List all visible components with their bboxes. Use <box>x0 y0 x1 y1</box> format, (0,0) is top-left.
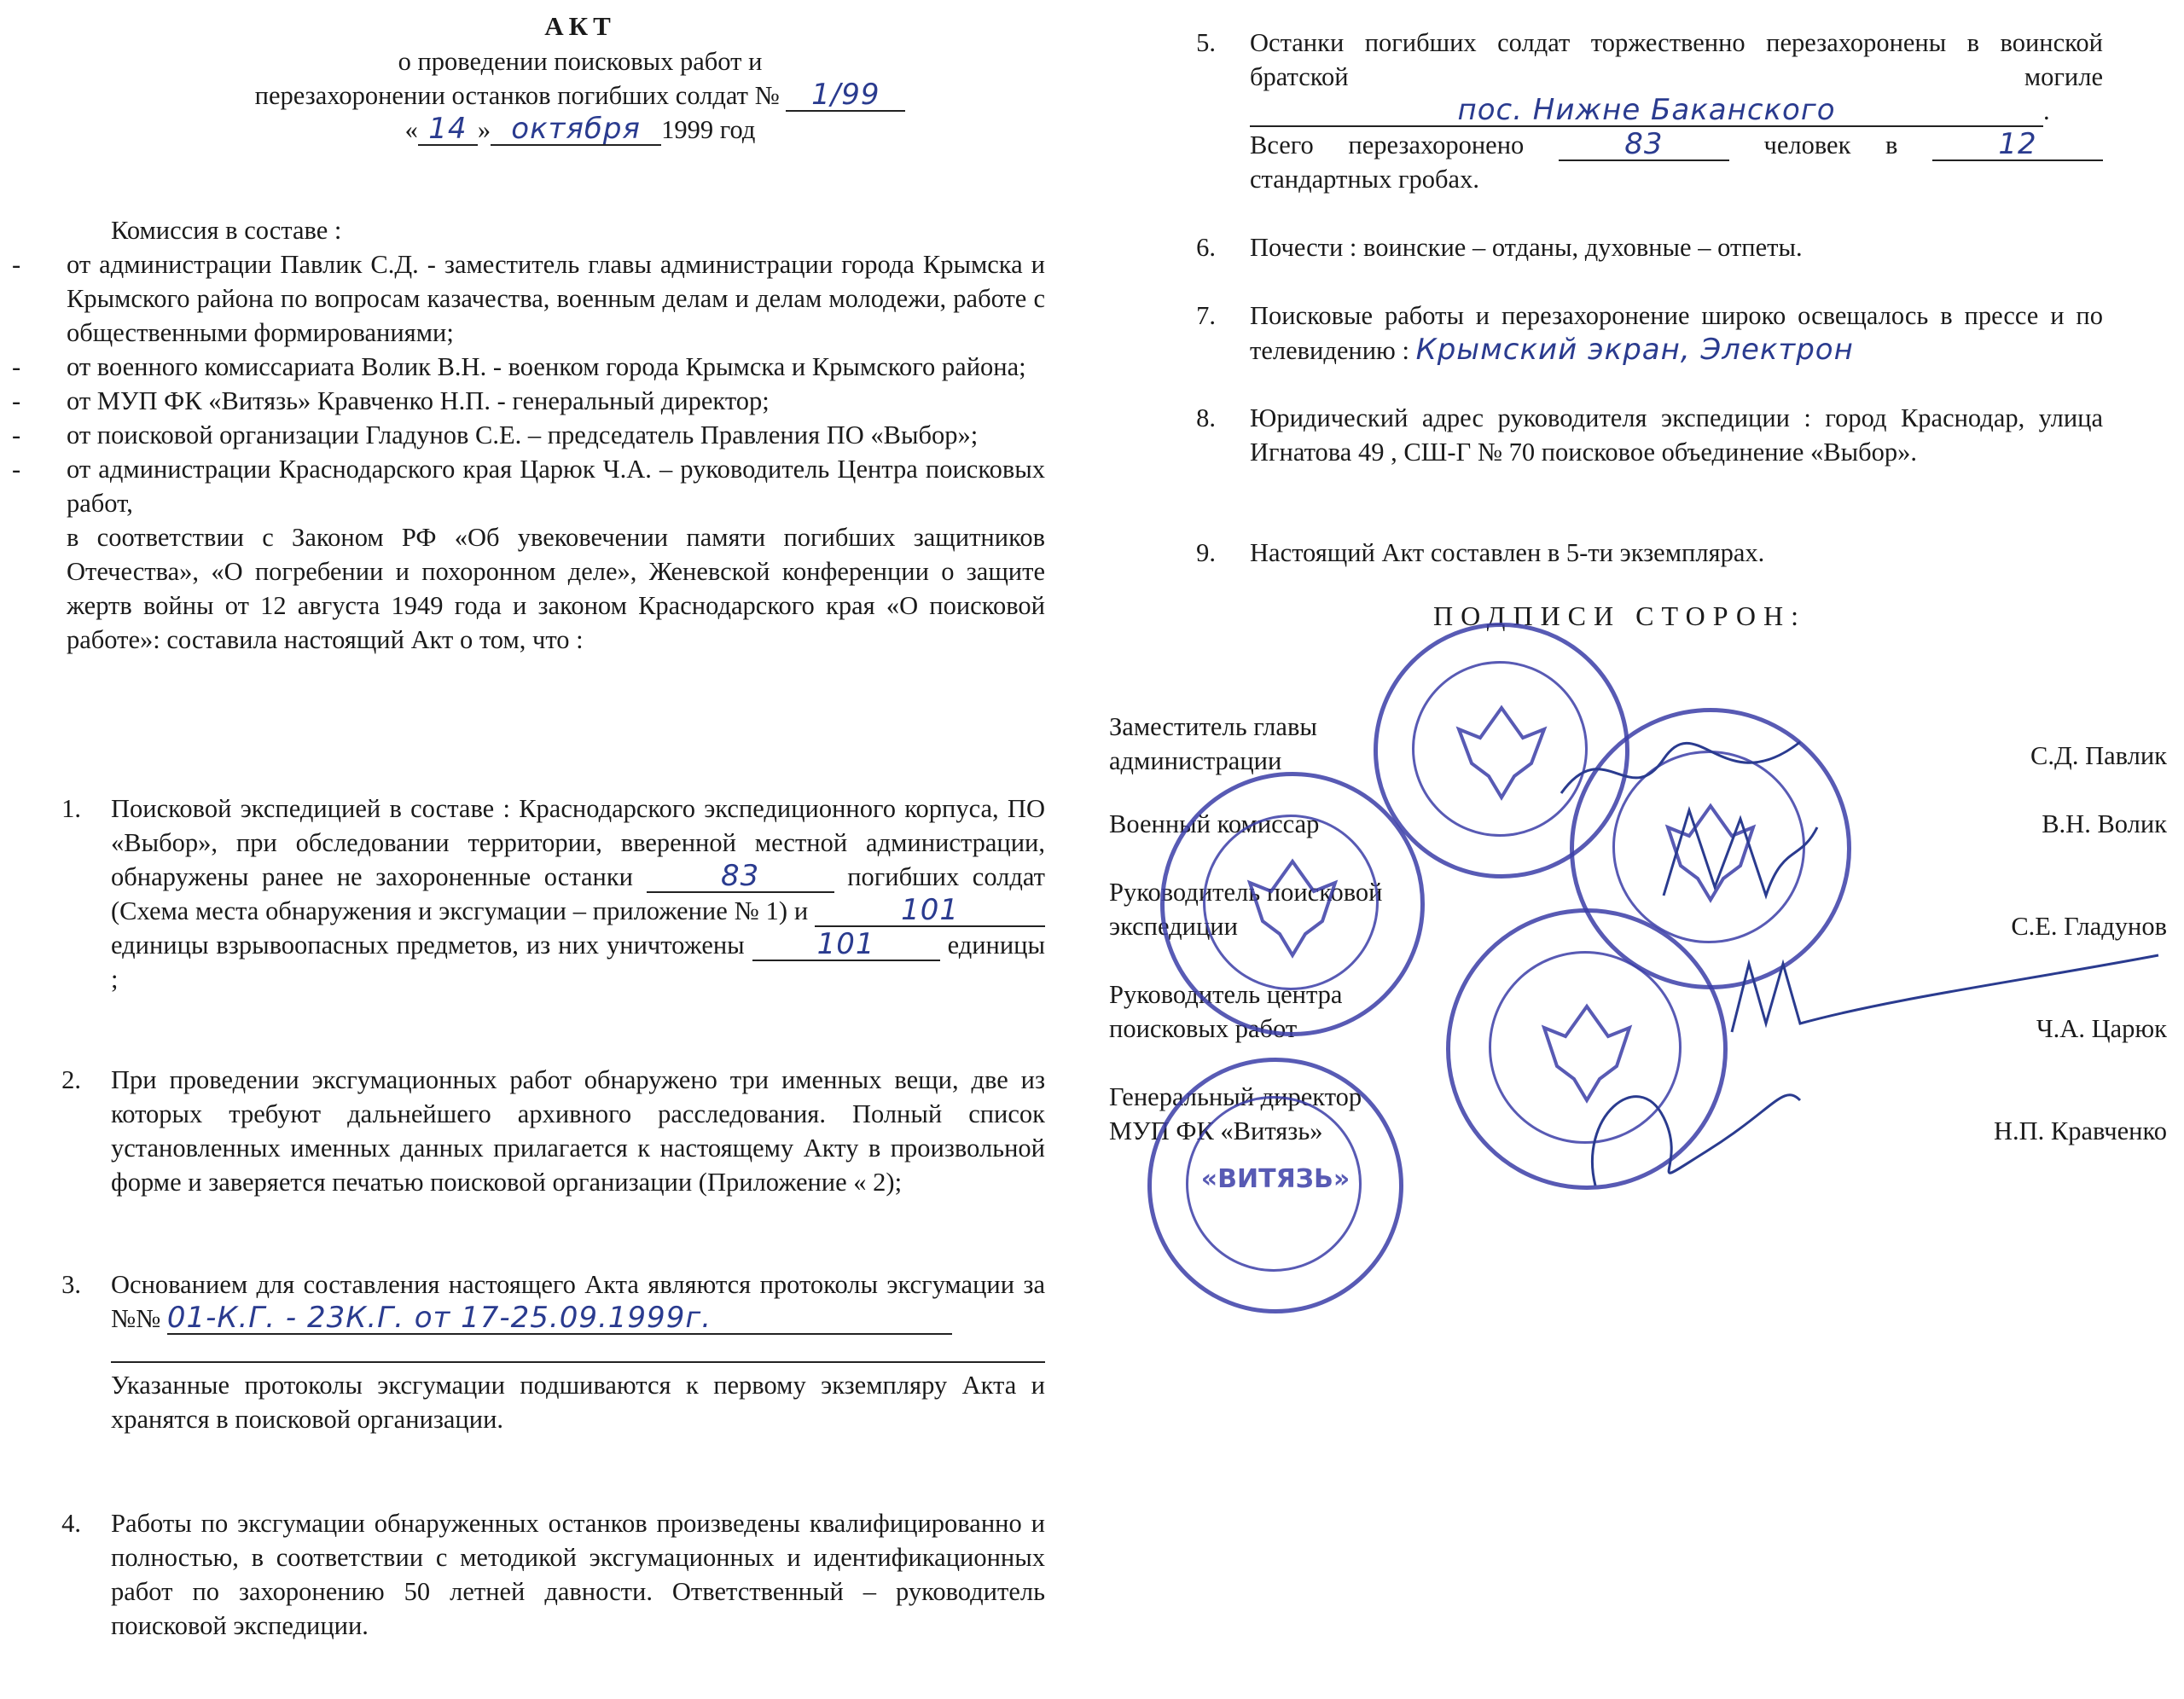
burial-place: пос. Нижне Баканского <box>1250 95 2043 127</box>
media-outlets: Крымский экран, Электрон <box>1415 333 1854 367</box>
item-9 <box>1196 536 2103 570</box>
member-text: от администрации Краснодарского края Царюк Ч.А. – руководитель Центра поисковых работ, <box>67 455 1045 518</box>
member-text: от поисковой организации Гладунов С.Е. – председатель Правления ПО «Выбор»; <box>67 420 979 449</box>
date-year: 1999 год <box>661 115 756 144</box>
signatory-name: С.Е. Гладунов <box>2011 912 2167 941</box>
item-1-text-d: единицы ; <box>111 931 1045 994</box>
item-1-text-c: единицы взрывоопасных предметов, из них уничтожены <box>111 931 745 960</box>
commission-basis: в соответствии с Законом РФ «Об увековечении памяти погибших защитников Отечества», «О погребении и похоронном деле», Женевской конференции о защите жертв войны от 12 августа 1949 года и законом Краснодарского края «О поисковой работе»: составила настоящий Акт о том, что : <box>67 523 1045 654</box>
act-date <box>111 113 1049 147</box>
item-5-text-d: стандартных гробах. <box>1250 165 1479 194</box>
item-3-text-a: Основанием для составления настоящего Акта являются протоколы эксгумации за №№ <box>111 1270 1045 1333</box>
protocol-numbers: 01-К.Г. - 23К.Г. от 17-25.09.1999г. <box>167 1302 952 1335</box>
date-month: октября <box>491 113 661 146</box>
destroyed-count: 101 <box>752 929 940 961</box>
item-1 <box>61 792 1045 996</box>
act-number: 1/99 <box>786 79 905 112</box>
item-7-text: Поисковые работы и перезахоронение широко освещалось в прессе и по телевидению : <box>1250 301 2103 365</box>
item-number: 5. <box>1196 28 1216 57</box>
item-4 <box>61 1506 1045 1643</box>
signatory-role: Генеральный директор МУП ФК «Витязь» <box>1109 1082 1362 1145</box>
item-6 <box>1196 230 2103 264</box>
item-8 <box>1196 401 2103 469</box>
subtitle-line-2 <box>111 78 1049 113</box>
right-column <box>1109 0 2167 1699</box>
date-open-quote: « <box>404 115 418 144</box>
commission-member: - от администрации Краснодарского края Царюк Ч.А. – руководитель Центра поисковых работ, <box>12 455 1045 518</box>
item-1-text-a: Поисковой экспедицией в составе : Краснодарского экспедиционного корпуса, ПО «Выбор», при обследовании территории, вверенной местной администрации, обнаружены ранее не захороненные останки <box>111 794 1045 891</box>
blank-line <box>111 1336 1045 1363</box>
item-3-text-b: Указанные протоколы эксгумации подшиваются к первому экземпляру Акта и хранятся в поисковой организации. <box>111 1371 1045 1434</box>
item-4-text: Работы по эксгумации обнаруженных останков произведены квалифицированно и полностью, в соответствии с методикой эксгумационных и идентификационных работ по захоронению 50 летней давности. Ответственный – руководитель поисковой экспедиции. <box>111 1509 1045 1640</box>
item-3 <box>61 1267 1045 1436</box>
item-1-text-b: погибших солдат (Схема места обнаружения и эксгумации – приложение № 1) и <box>111 862 1045 925</box>
signatory-role: Руководитель поисковой экспедиции <box>1109 878 1383 941</box>
item-8-text: Юридический адрес руководителя экспедиции : город Краснодар, улица Игнатова 49 , СШ-Г № 70 поисковое объединение «Выбор». <box>1250 403 2103 467</box>
coffins-count: 12 <box>1932 129 2103 161</box>
commission-intro: Комиссия в составе : <box>111 216 342 245</box>
item-number: 2. <box>61 1065 81 1094</box>
item-number: 3. <box>61 1270 81 1299</box>
item-7 <box>1196 299 2103 368</box>
item-number: 1. <box>61 794 81 823</box>
left-column <box>0 0 1058 1699</box>
act-subtitle <box>111 44 1049 147</box>
item-5-text-b: . Всего перезахоронено <box>1250 96 2050 159</box>
date-day: 14 <box>418 113 478 146</box>
item-number: 6. <box>1196 233 1216 262</box>
signatory-name: Н.П. Кравченко <box>1993 1116 2167 1145</box>
vityaz-seal-label: «ВИТЯЗЬ» <box>1200 1164 1350 1194</box>
signatory-role: Заместитель главы администрации <box>1109 712 1317 775</box>
signature-gladunov-icon <box>1723 947 2167 1049</box>
reburied-count: 83 <box>1559 129 1729 161</box>
item-2 <box>61 1063 1045 1199</box>
commission-members <box>0 247 1045 657</box>
signatures-title: ПОДПИСИ СТОРОН: <box>1433 600 1806 631</box>
subtitle-line-1: о проведении поисковых работ и <box>398 47 763 76</box>
round-seal-school <box>1160 772 1425 1036</box>
item-5 <box>1196 26 2103 196</box>
commission-member: - от военного комиссариата Волик В.Н. - военком города Крымска и Крымского района; <box>12 352 1026 381</box>
item-5-text-c: человек в <box>1763 130 1898 159</box>
signature-kravchenko-icon <box>1570 1049 1809 1203</box>
item-5-text-a: Останки погибших солдат торжественно перезахоронены в воинской братской могиле <box>1250 28 2103 91</box>
signature-volik-icon <box>1655 793 1826 921</box>
member-text: от администрации Павлик С.Д. - заместитель главы администрации города Крымска и Крымского района по вопросам казачества, военным делам и делам молодежи, работе с общественными формированиями; <box>67 250 1045 347</box>
member-text: от МУП ФК «Витязь» Кравченко Н.П. - генеральный директор; <box>67 386 770 415</box>
item-9-text: Настоящий Акт составлен в 5-ти экземплярах. <box>1250 538 1765 567</box>
date-close-quote: » <box>477 115 491 144</box>
member-text: от военного комиссариата Волик В.Н. - военком города Крымска и Крымского района; <box>67 352 1026 381</box>
commission-member: - от администрации Павлик С.Д. - заместитель главы администрации города Крымска и Крымского района по вопросам казачества, военным делам и делам молодежи, работе с общественными формированиями; <box>12 250 1045 347</box>
item-number: 9. <box>1196 538 1216 567</box>
subtitle-line-2-prefix: перезахоронении останков погибших солдат № <box>254 81 780 110</box>
item-2-text: При проведении эксгумационных работ обнаружено три именных вещи, две из которых требуют дальнейшего архивного расследования. Полный список установленных именных данных прилагается к настоящему Акту в произвольной форме и заверяется печатью поисковой организации (Приложение « 2); <box>111 1065 1045 1197</box>
signatory-name: Ч.А. Царюк <box>2036 1014 2167 1043</box>
item-6-text: Почести : воинские – отданы, духовные – отпеты. <box>1250 233 1803 262</box>
item-number: 4. <box>61 1509 81 1538</box>
explosives-count: 101 <box>815 895 1045 927</box>
signatory-role: Военный комиссар <box>1109 809 1320 838</box>
eagle-emblem-icon <box>1165 776 1420 1032</box>
commission-member: - от поисковой организации Гладунов С.Е. – председатель Правления ПО «Выбор»; <box>12 420 979 449</box>
item-number: 8. <box>1196 403 1216 432</box>
round-seal-vityaz <box>1147 1058 1403 1313</box>
signatory-role: Руководитель центра поисковых работ <box>1109 980 1343 1043</box>
act-title: АКТ <box>544 11 616 41</box>
signatory-name: С.Д. Павлик <box>2030 741 2167 770</box>
item-number: 7. <box>1196 301 1216 330</box>
signatory-name: В.Н. Волик <box>2042 809 2167 838</box>
commission-member: - от МУП ФК «Витязь» Кравченко Н.П. - генеральный директор; <box>12 386 770 415</box>
remains-count: 83 <box>647 861 834 893</box>
